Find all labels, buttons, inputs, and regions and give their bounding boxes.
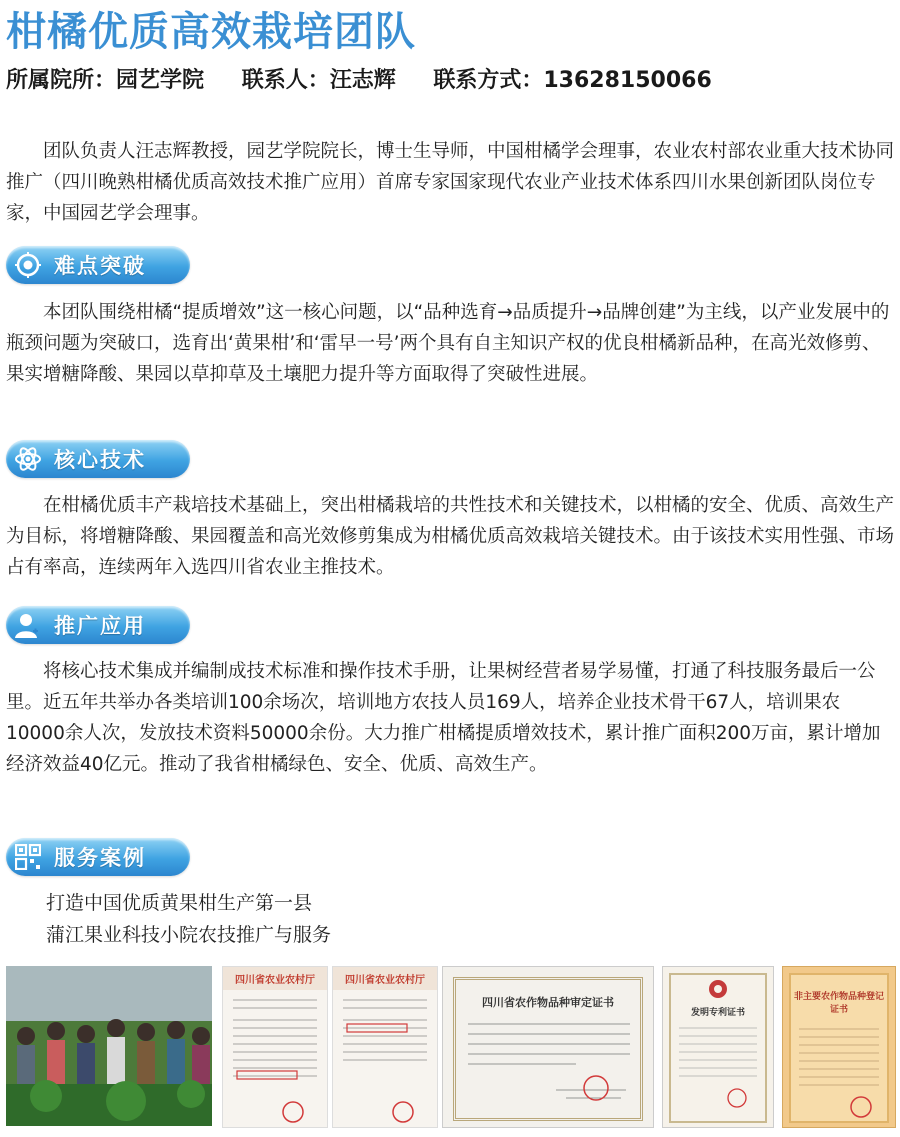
section-header-application [6, 606, 190, 644]
provincial-notice-document-1 [222, 966, 328, 1128]
contact-method-text: 联系方式：13628150066 [433, 68, 712, 93]
contact-person-text: 联系人：汪志辉 [241, 68, 396, 93]
variety-approval-certificate [442, 966, 654, 1128]
section-label: 难点突破 [54, 254, 146, 278]
doc-header: 四川省农业农村厅 [223, 967, 327, 990]
certificate-title: 非主要农作物品种登记证书 [793, 992, 884, 1015]
certificate-title: 四川省农作物品种审定证书 [482, 996, 614, 1009]
case-item: 打造中国优质黄果柑生产第一县 [46, 892, 313, 914]
section-header-breakthrough [6, 246, 190, 284]
invention-patent-certificate [662, 966, 774, 1128]
section-label: 服务案例 [54, 846, 146, 870]
section-label: 推广应用 [54, 614, 146, 638]
case-item: 蒲江果业科技小院农技推广与服务 [46, 924, 332, 946]
crop-variety-registration-certificate [782, 966, 896, 1128]
atom-icon [12, 443, 44, 475]
qr-code-icon [12, 841, 44, 873]
institute-text: 所属院所：园艺学院 [6, 68, 205, 93]
page-title: 柑橘优质高效栽培团队 [6, 9, 416, 55]
provincial-notice-document-2 [332, 966, 438, 1128]
doc-header: 四川省农业农村厅 [333, 967, 437, 990]
target-icon [12, 249, 44, 281]
certificate-title: 发明专利证书 [690, 1008, 745, 1018]
section-label: 核心技术 [54, 448, 146, 472]
intro-paragraph: 团队负责人汪志辉教授，园艺学院院长，博士生导师，中国柑橘学会理事，农业农村部农业重大技术协同推广（四川晚熟柑橘优质高效技术推广应用）首席专家国家现代农业产业技术体系四川水果创新团队岗位专家，中国园艺学会理事。 [6, 141, 895, 224]
section-header-cases [6, 838, 190, 876]
core-tech-paragraph: 在柑橘优质丰产栽培技术基础上，突出柑橘栽培的共性技术和关键技术，以柑橘的安全、优质、高效生产为目标，将增糖降酸、果园覆盖和高光效修剪集成为柑橘优质高效栽培关键技术。由于该技术实用性强、市场占有率高，连续两年入选四川省农业主推技术。 [6, 495, 895, 578]
user-icon [12, 609, 44, 641]
section-header-core-tech [6, 440, 190, 478]
contact-line [6, 64, 742, 98]
breakthrough-paragraph: 本团队围绕柑橘“提质增效”这一核心问题，以“品种选育→品质提升→品牌创建”为主线，以产业发展中的瓶颈问题为突破口，选育出‘黄果柑’和‘雷早一号’两个具有自主知识产权的优良柑橘新品种，在高光效修剪、果实增糖降酸、果园以草抑草及土壤肥力提升等方面取得了突破性进展。 [6, 302, 890, 385]
field-training-photo [6, 966, 212, 1126]
application-paragraph: 将核心技术集成并编制成技术标准和操作技术手册，让果树经营者易学易懂，打通了科技服务最后一公里。近五年共举办各类培训100余场次，培训地方农技人员169人，培养企业技术骨干67人，培训果农10000余人次，发放技术资料50000余份。大力推广柑橘提质增效技术，累计推广面积200万亩，累计增加经济效益40亿元。推动了我省柑橘绿色、安全、优质、高效生产。 [6, 661, 881, 775]
